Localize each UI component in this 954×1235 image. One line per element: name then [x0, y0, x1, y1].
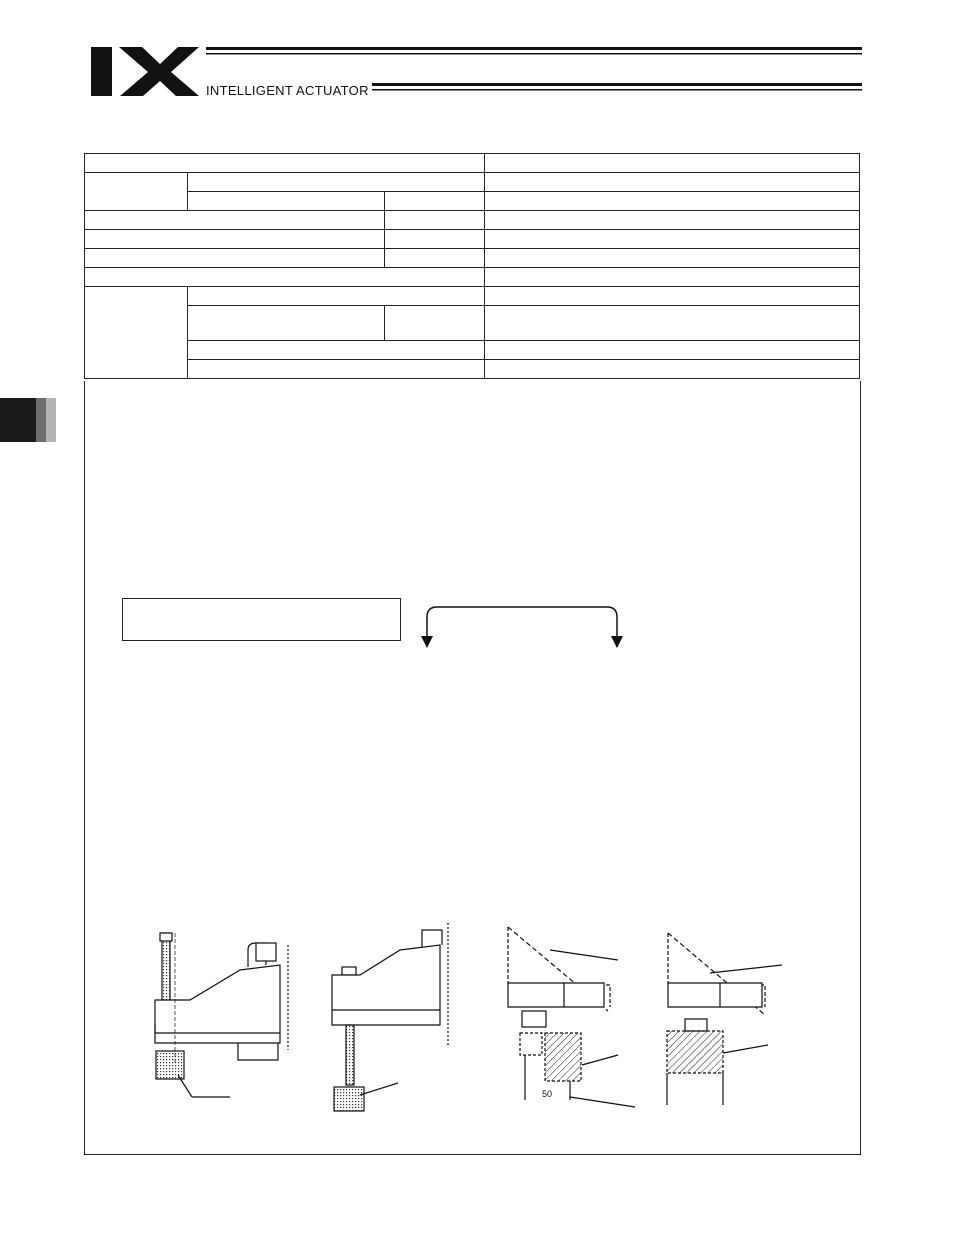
table-row [85, 287, 860, 306]
table-row [85, 268, 860, 287]
chapter-tab [0, 398, 56, 442]
table-row [85, 341, 860, 360]
figure-robot-shaft-down [332, 923, 448, 1111]
page-header [0, 0, 954, 110]
ix-logo [0, 0, 954, 110]
table-row [85, 211, 860, 230]
table-row [85, 173, 860, 192]
flow-box [122, 598, 401, 641]
figure-robot-shaft-up [155, 933, 288, 1097]
table-row [85, 249, 860, 268]
robot-figures [130, 915, 850, 1130]
figure-top-view-1 [508, 927, 635, 1107]
table-row [85, 154, 860, 173]
dimension-label: 50 [542, 1089, 553, 1099]
branch-arrows [415, 603, 635, 651]
table-row [85, 360, 860, 379]
table-row [85, 306, 860, 341]
figure-top-view-2 [667, 933, 782, 1105]
brand-name: INTELLIGENT ACTUATOR [206, 83, 369, 98]
table-row [85, 230, 860, 249]
spec-table [84, 153, 860, 379]
table-row [85, 192, 860, 211]
